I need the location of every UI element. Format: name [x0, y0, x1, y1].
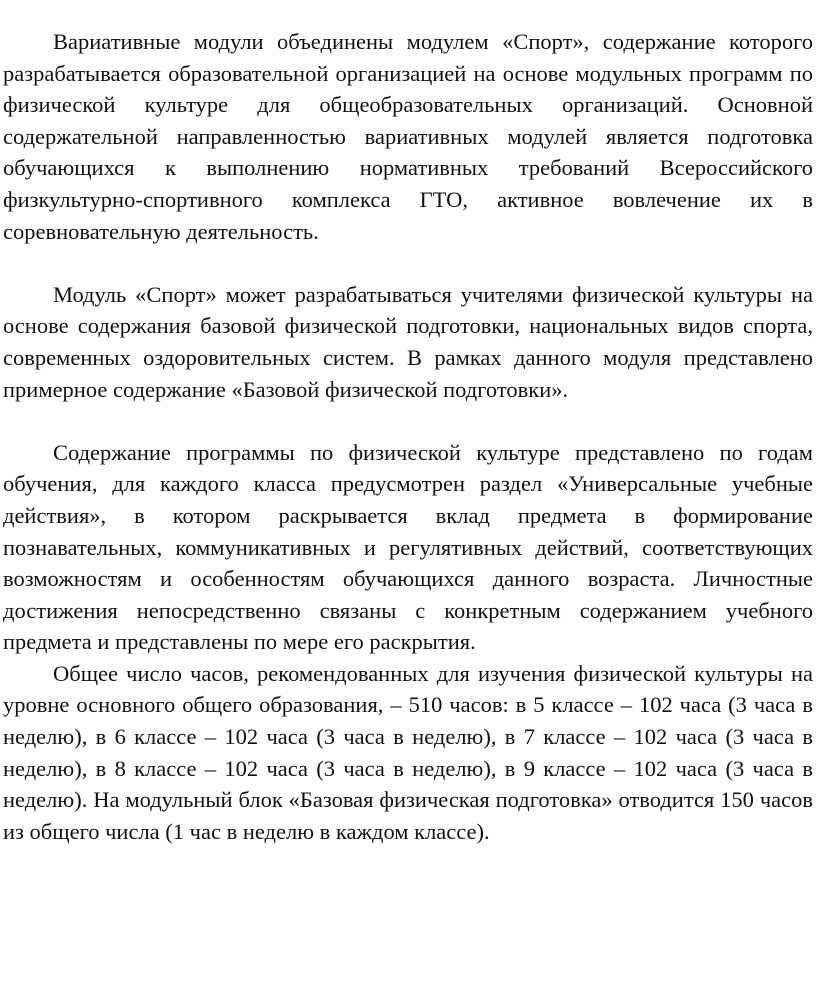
paragraph-sport-module: Модуль «Спорт» может разрабатываться учителями физической культуры на основе содержания базовой физической подготовки, национальных видов спорта, современных оздоровительных систем. В рамках данного модуля представлено примерное содержание «Базовой физической подготовки». — [3, 281, 813, 402]
paragraph-spacer — [3, 247, 813, 279]
paragraph-total-hours: Общее число часов, рекомендованных для изучения физической культуры на уровне основного общего образования, – 510 часов: в 5 классе – 102 часа (3 часа в неделю), в 6 классе – 102 часа (3 часа в неделю), в 7 классе – 102 часа (3 часа в неделю), в 8 классе – 102 часа (3 часа в неделю), в 9 классе – 102 часа (3 часа в неделю). На модульный блок «Базовая физическая подготовка» отводится 150 часов из общего числа (1 час в неделю в каждом классе). — [3, 660, 813, 844]
paragraph-spacer — [3, 405, 813, 437]
paragraph-program-content: Содержание программы по физической культуре представлено по годам обучения, для каждого класса предусмотрен раздел «Универсальные учебные действия», в котором раскрывается вклад предмета в формирование познавательных, коммуникативных и регулятивных действий, соответствующих возможностям и особенностям обучающихся данного возраста. Личностные достижения непосредственно связаны с конкретным содержанием учебного предмета и представлены по мере его раскрытия. — [3, 439, 813, 655]
paragraph-variative-modules: Вариативные модули объединены модулем «Спорт», содержание которого разрабатывается образовательной организацией на основе модульных программ по физической культуре для общеобразовательных организаций. Основной содержательной направленностью вариативных модулей является подготовка обучающихся к выполнению нормативных требований Всероссийского физкультурно-спортивного комплекса ГТО, активное вовлечение их в соревновательную деятельность. — [3, 29, 813, 244]
